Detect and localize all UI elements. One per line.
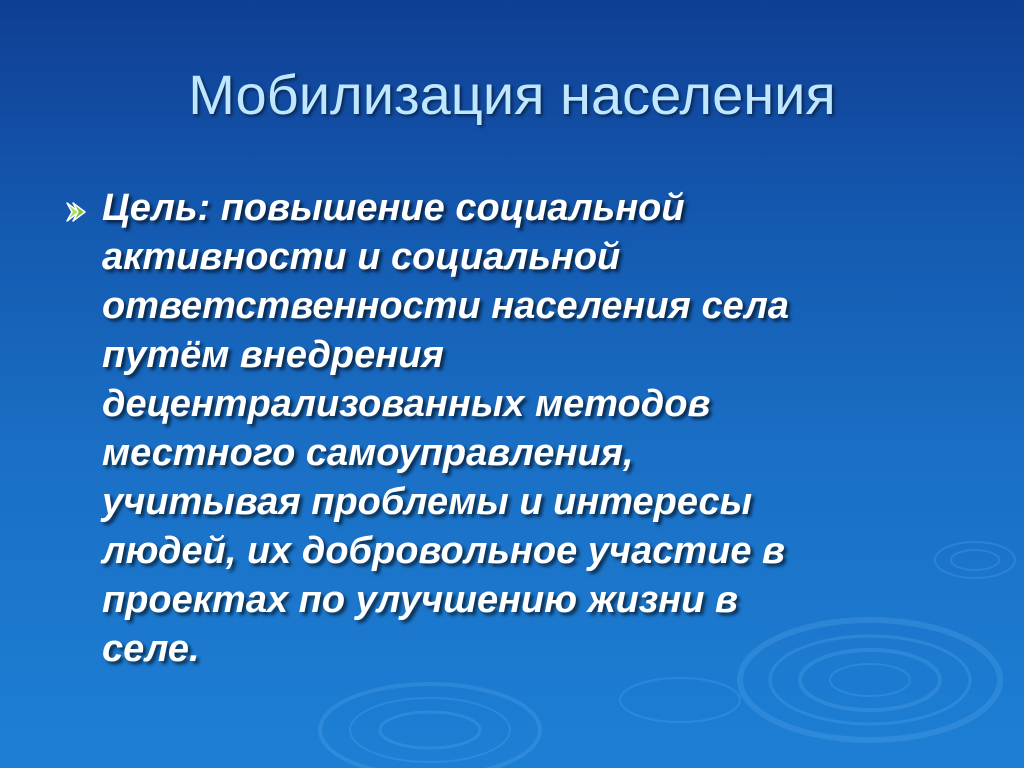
bullet-line: Цель: повышение социальной <box>102 187 685 229</box>
bullet-line: селе. <box>102 628 200 670</box>
arrow-bullet-icon <box>64 200 88 224</box>
slide-title: Мобилизация населения <box>188 63 836 126</box>
bullet-line: децентрализованных методов <box>102 383 711 425</box>
bullet-text <box>102 184 962 674</box>
bullet-line: проектах по улучшению жизни в <box>102 579 738 621</box>
bullet-line: местного самоуправления, <box>102 432 634 474</box>
bullet-line: людей, их добровольное участие в <box>102 530 785 572</box>
bullet-line: путём внедрения <box>102 334 444 376</box>
bullet-line: учитывая проблемы и интересы <box>102 481 753 523</box>
bullet-line: ответственности населения села <box>102 285 789 327</box>
bullet-line: активности и социальной <box>102 236 621 278</box>
